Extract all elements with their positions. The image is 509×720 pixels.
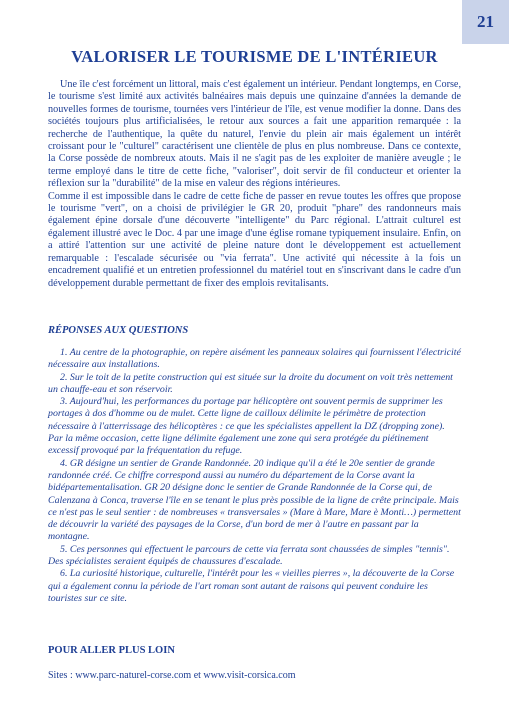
answer-item: 6. La curiosité historique, culturelle, l'intérêt pour les « vieilles pierres », la découverte de la Corse qui a également connu la période de l'art roman sont autant de raisons qui peuvent conduire les touristes sur ce site. (48, 568, 455, 604)
sites-line: Sites : www.parc-naturel-corse.com et www.visit-corsica.com (48, 670, 296, 681)
answers-heading: RÉPONSES AUX QUESTIONS (48, 325, 189, 336)
intro-paragraph: Une île c'est forcément un littoral, mais c'est également un intérieur. Pendant longtemps, en Corse, le tourisme s'est limité aux activités balnéaires mais depuis une quinzaine d'années la demande de nouvelles formes de tourisme, tournées vers l'intérieur de l'île, est venue modifier la donne. Dans des sociétés toujours plus artificialisées, le retour aux sources a fait une apparition remarquée : la recherche de l'authentique, la quête du naturel, l'envie du plein air mais également un intérêt croissant pour le "culturel" caractérisent une clientèle de plus en plus nombreuse. Dans ce contexte, la Corse possède de nombreux atouts. Mais il ne s'agit pas de les exploiter de manière aveugle ; le terme employé dans le titre de cette fiche, "valoriser", doit servir de fil conducteur et orienter la réflexion sur la "durabilité" de la mise en valeur des régions intérieures. (48, 79, 461, 190)
page-title: VALORISER LE TOURISME DE L'INTÉRIEUR (71, 47, 438, 66)
answer-item: 2. Sur le toit de la petite construction qui est située sur la droite du document on voit très nettement un chauffe-eau et son réservoir. (48, 371, 453, 395)
intro-text (48, 79, 461, 290)
answers-list (48, 347, 461, 605)
answer-item: 3. Aujourd'hui, les performances du portage par hélicoptère ont souvent permis de supprimer les portages à dos d'homme ou de mulet. Cette ligne de cailloux délimite le périmètre de protection nécessaire à l'atterrissage des hélicoptères : ce que les spécialistes appellent la DZ (dropping zone). Par la même occasion, cette ligne délimite également une zone qui sera protégée du piétinement excessif provoqué par la fréquentation du refuge. (48, 396, 445, 457)
answer-item: 1. Au centre de la photographie, on repère aisément les panneaux solaires qui fournissent l'électricité nécessaire aux installations. (48, 347, 461, 371)
page-number: 21 (462, 0, 509, 44)
answer-item: 4. GR désigne un sentier de Grande Randonnée. 20 indique qu'il a été le 20e sentier de grande randonnée créé. Ce chiffre correspond aussi au numéro du département de la Corse avant la bidépartementalisation. GR 20 désigne donc le sentier de Grande Randonnée de la Corse qui, de Calenzana à Conca, traverse l'île en se tenant le plus près possible de la ligne de crête principale. Mais ce n'est pas le seul sentier : de nombreuses « transversales » (Mare à Mare, Mare è Monti…) permettent de découvrir la variété des paysages de la Corse, d'un bord de mer à l'autre en passant par la montagne. (48, 457, 461, 543)
further-heading: POUR ALLER PLUS LOIN (48, 645, 175, 656)
answer-item: 5. Ces personnes qui effectuent le parcours de cette via ferrata sont chaussées de simples "tennis". Des spécialistes seraient équipés de chaussures d'escalade. (48, 543, 450, 568)
intro-paragraph: Comme il est impossible dans le cadre de cette fiche de passer en revue toutes les offres que propose le tourisme "vert", on a choisi de privilégier le GR 20, produit "phare" des randonneurs mais également épine dorsale d'une découverte "intelligente" du Parc régional. L'attrait culturel est également illustré avec le Doc. 4 par une image d'une église romane typiquement insulaire. Enfin, on a attiré l'attention sur une activité de pleine nature dont le développement est actuellement remarquable : l'escalade sécurisée ou "via ferrata". Une activité qui nécessite à la fois un encadrement qualifié et un entretien professionnel du matériel tout en s'inscrivant dans le cadre d'un développement durable permettant de fixer des emplois revitalisants. (48, 190, 461, 289)
